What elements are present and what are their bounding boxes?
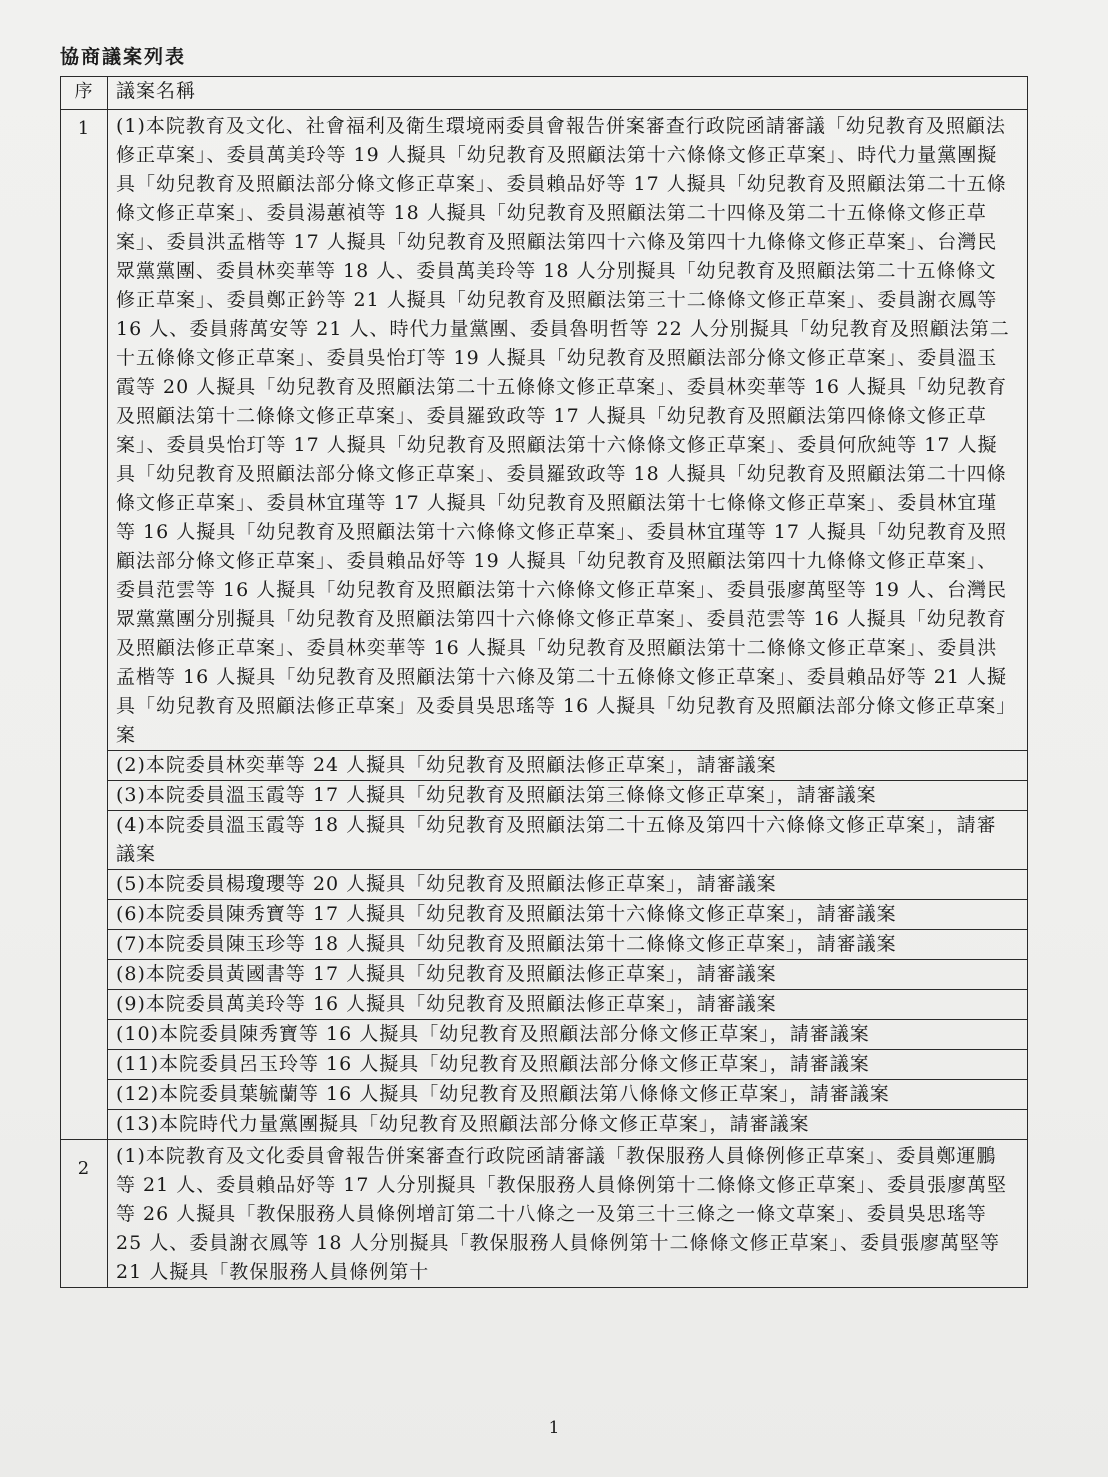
table-row xyxy=(61,1110,1028,1140)
bill-item: (11)本院委員呂玉玲等 16 人擬具「幼兒教育及照顧法部分條文修正草案」，請審議案 xyxy=(108,1050,1028,1080)
table-row xyxy=(61,1020,1028,1050)
page-title: 協商議案列表 xyxy=(60,46,187,68)
table-row xyxy=(61,751,1028,781)
table-row xyxy=(61,930,1028,960)
bill-item: (12)本院委員葉毓蘭等 16 人擬具「幼兒教育及照顧法第八條條文修正草案」，請審議案 xyxy=(108,1080,1028,1110)
bill-item: (2)本院委員林奕華等 24 人擬具「幼兒教育及照顧法修正草案」，請審議案 xyxy=(108,751,1028,781)
bill-item: (5)本院委員楊瓊瓔等 20 人擬具「幼兒教育及照顧法修正草案」，請審議案 xyxy=(108,870,1028,900)
header-row xyxy=(61,77,1028,110)
table-row xyxy=(61,1080,1028,1110)
table-row xyxy=(61,960,1028,990)
bill-item: (1)本院教育及文化、社會福利及衛生環境兩委員會報告併案審查行政院函請審議「幼兒教育及照顧法修正草案」、委員萬美玲等 19 人擬具「幼兒教育及照顧法第十六條條文修正草案」、時代力量黨團擬具「幼兒教育及照顧法部分條文修正草案」、委員賴品妤等 17 人擬具「幼兒教育及照顧法第二十五條條文修正草案」、委員湯蕙禎等 18 人擬具「幼兒教育及照顧法第二十四條及第二十五條條文修正草案」、委員洪孟楷等 17 人擬具「幼兒教育及照顧法第四十六條及第四十九條條文修正草案」、台灣民眾黨黨團、委員林奕華等 18 人、委員萬美玲等 18 人分別擬具「幼兒教育及照顧法第二十五條條文修正草案」、委員鄭正鈐等 21 人擬具「幼兒教育及照顧法第三十二條條文修正草案」、委員謝衣鳳等 16 人、委員蔣萬安等 21 人、時代力量黨團、委員魯明哲等 22 人分別擬具「幼兒教育及照顧法第二十五條條文修正草案」、委員吳怡玎等 19 人擬具「幼兒教育及照顧法部分條文修正草案」、委員溫玉霞等 20 人擬具「幼兒教育及照顧法第二十五條條文修正草案」、委員林奕華等 16 人擬具「幼兒教育及照顧法第十二條條文修正草案」、委員羅致政等 17 人擬具「幼兒教育及照顧法第四條條文修正草案」、委員吳怡玎等 17 人擬具「幼兒教育及照顧法第十六條條文修正草案」、委員何欣純等 17 人擬具「幼兒教育及照顧法部分條文修正草案」、委員羅致政等 18 人擬具「幼兒教育及照顧法第二十四條條文修正草案」、委員林宜瑾等 17 人擬具「幼兒教育及照顧法第十七條條文修正草案」、委員林宜瑾等 16 人擬具「幼兒教育及照顧法第十六條條文修正草案」、委員林宜瑾等 17 人擬具「幼兒教育及照顧法部分條文修正草案」、委員賴品妤等 19 人擬具「幼兒教育及照顧法第四十九條條文修正草案」、委員范雲等 16 人擬具「幼兒教育及照顧法第十六條條文修正草案」、委員張廖萬堅等 19 人、台灣民眾黨黨團分別擬具「幼兒教育及照顧法第四十六條條文修正草案」、委員范雲等 16 人擬具「幼兒教育及照顧法修正草案」、委員林奕華等 16 人擬具「幼兒教育及照顧法第十二條條文修正草案」、委員洪孟楷等 16 人擬具「幼兒教育及照顧法第十六條及第二十五條條文修正草案」、委員賴品妤等 21 人擬具「幼兒教育及照顧法修正草案」及委員吳思瑤等 16 人擬具「幼兒教育及照顧法部分條文修正草案」案 xyxy=(108,110,1028,751)
bill-item: (13)本院時代力量黨團擬具「幼兒教育及照顧法部分條文修正草案」，請審議案 xyxy=(108,1110,1028,1140)
bill-item: (9)本院委員萬美玲等 16 人擬具「幼兒教育及照顧法修正草案」，請審議案 xyxy=(108,990,1028,1020)
seq-cell: 2 xyxy=(61,1140,108,1288)
table-row xyxy=(61,1140,1028,1288)
table-row xyxy=(61,811,1028,870)
header-seq: 序 xyxy=(61,77,108,110)
bill-item: (1)本院教育及文化委員會報告併案審查行政院函請審議「教保服務人員條例修正草案」、委員鄭運鵬等 21 人、委員賴品妤等 17 人分別擬具「教保服務人員條例第十二條條文修正草案」、委員張廖萬堅等 26 人擬具「教保服務人員條例增訂第二十八條之一及第三十三條之一條文草案」、委員吳思瑤等 25 人、委員謝衣鳳等 18 人分別擬具「教保服務人員條例第十二條條文修正草案」、委員張廖萬堅等 21 人擬具「教保服務人員條例第十 xyxy=(108,1140,1028,1288)
table-row xyxy=(61,870,1028,900)
table-row xyxy=(61,781,1028,811)
bill-item: (8)本院委員黃國書等 17 人擬具「幼兒教育及照顧法修正草案」，請審議案 xyxy=(108,960,1028,990)
seq-cell: 1 xyxy=(61,110,108,1140)
bill-table xyxy=(60,76,1028,1288)
bill-item: (4)本院委員溫玉霞等 18 人擬具「幼兒教育及照顧法第二十五條及第四十六條條文修正草案」，請審議案 xyxy=(108,811,1028,870)
page-number: 1 xyxy=(548,1418,560,1438)
bill-item: (6)本院委員陳秀寶等 17 人擬具「幼兒教育及照顧法第十六條條文修正草案」，請審議案 xyxy=(108,900,1028,930)
table-row xyxy=(61,900,1028,930)
bill-item: (7)本院委員陳玉珍等 18 人擬具「幼兒教育及照顧法第十二條條文修正草案」，請審議案 xyxy=(108,930,1028,960)
bill-item: (3)本院委員溫玉霞等 17 人擬具「幼兒教育及照顧法第三條條文修正草案」，請審議案 xyxy=(108,781,1028,811)
table-row xyxy=(61,1050,1028,1080)
header-name: 議案名稱 xyxy=(108,77,1028,110)
bill-item: (10)本院委員陳秀寶等 16 人擬具「幼兒教育及照顧法部分條文修正草案」，請審議案 xyxy=(108,1020,1028,1050)
table-row xyxy=(61,990,1028,1020)
table-row xyxy=(61,110,1028,751)
